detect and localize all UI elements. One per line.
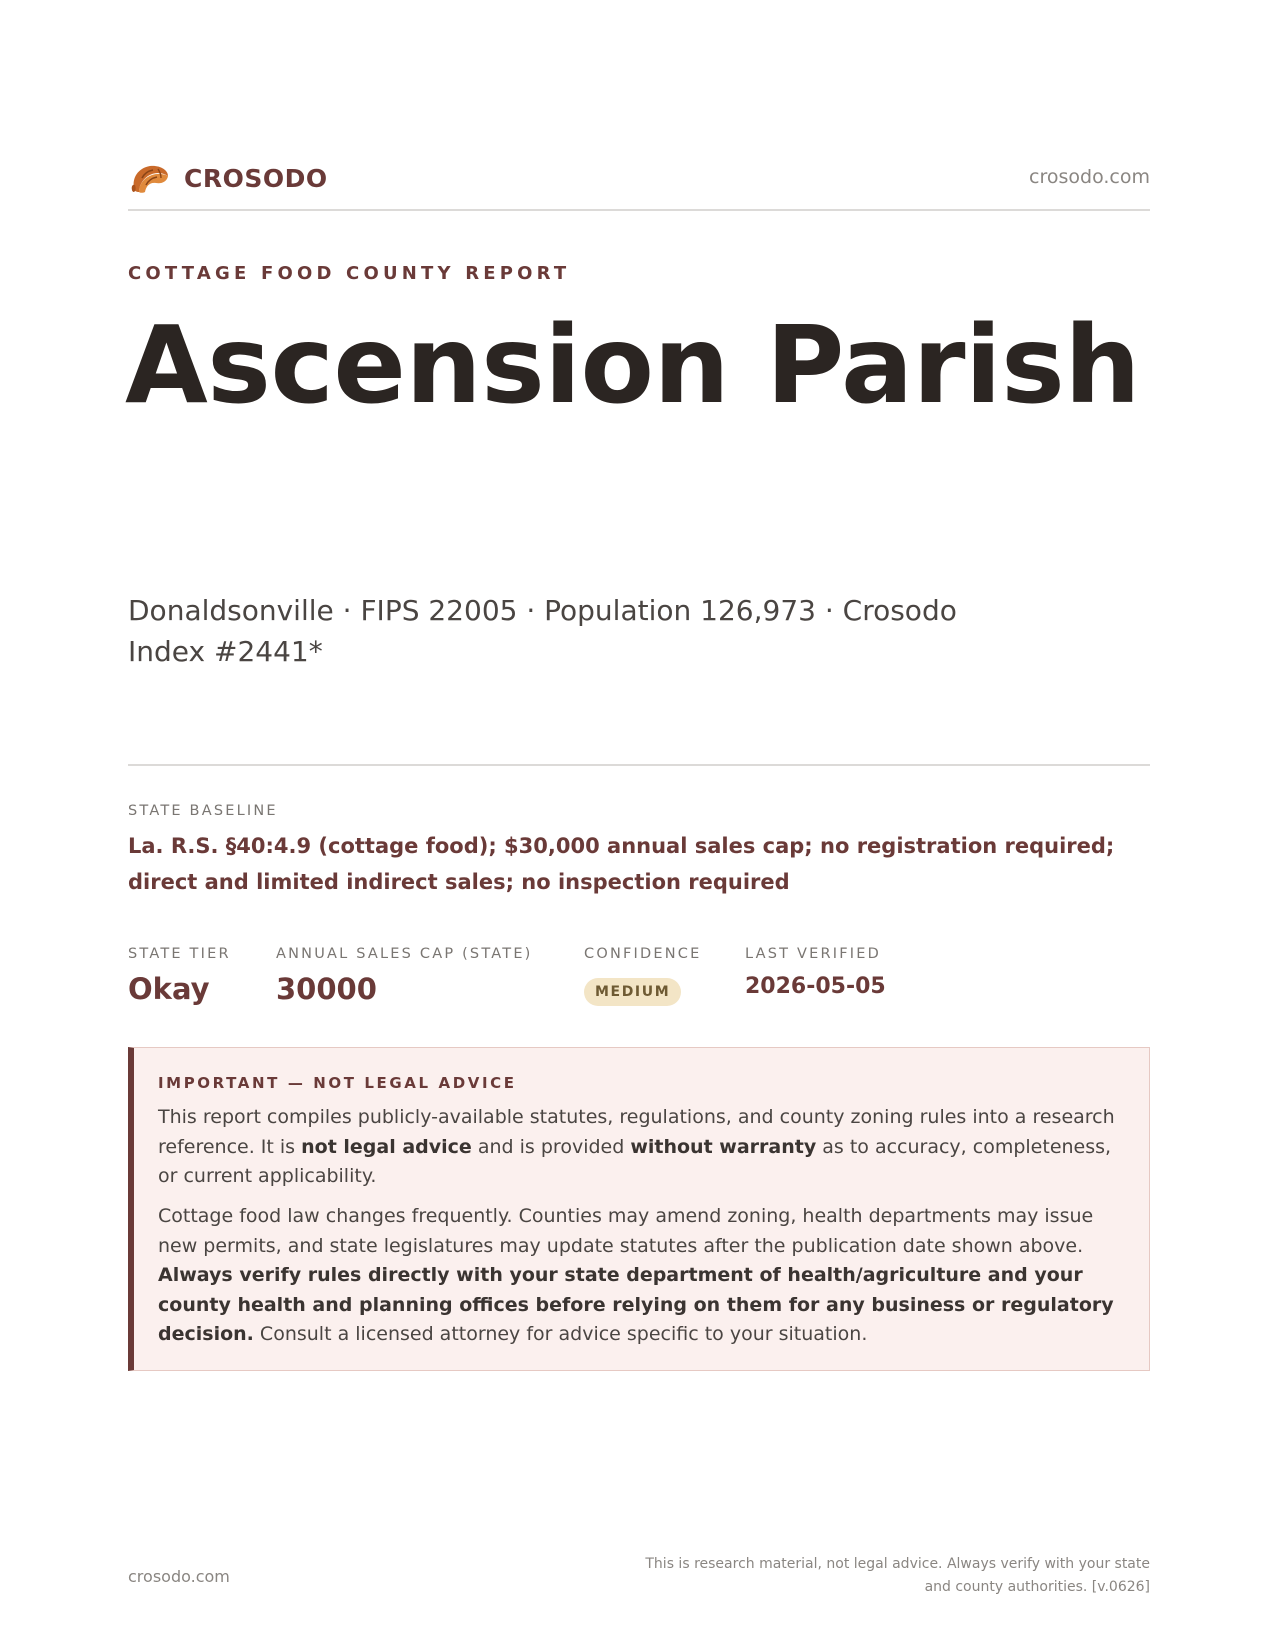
notice-text: Consult a licensed attorney for advice specific to your situation. (253, 1323, 868, 1345)
brand-name: CROSODO (184, 163, 328, 193)
confidence-badge: MEDIUM (584, 978, 681, 1006)
notice-text: This report compiles publicly-available statutes, regulations, and county zoning rules into a research reference. It is (158, 1106, 1115, 1158)
baseline-label: STATE BASELINE (128, 803, 278, 819)
stat-label: ANNUAL SALES CAP (STATE) (276, 946, 533, 962)
stats-row (128, 946, 1150, 1016)
site-link[interactable]: crosodo.com (1029, 166, 1150, 188)
stat-label: STATE TIER (128, 946, 231, 962)
stat-label: LAST VERIFIED (745, 946, 881, 962)
header (128, 158, 1150, 200)
notice-text: Cottage food law changes frequently. Counties may amend zoning, health departments may issue new permits, and state legislatures may update statutes after the publication date shown above. (158, 1205, 1094, 1257)
stat-sales-cap (276, 946, 533, 1006)
page-title: Ascension Parish (125, 304, 1141, 428)
notice-text: as to accuracy, completeness, or current applicability. (158, 1135, 1112, 1187)
notice-emphasis: Always verify rules directly with your state department of health/agriculture and your county health and planning offices before relying on them for any business or regulatory decision. (158, 1264, 1114, 1345)
header-divider (128, 209, 1150, 211)
report-eyebrow: COTTAGE FOOD COUNTY REPORT (128, 263, 571, 284)
legal-notice (128, 1047, 1150, 1371)
brand[interactable] (128, 158, 328, 198)
footer-disclaimer: This is research material, not legal advice. Always verify with your state and county authorities. [v.0626] (645, 1556, 1150, 1595)
report-subtitle: Donaldsonville · FIPS 22005 · Population 126,973 · Crosodo Index #2441* (128, 594, 957, 668)
report-page (125, 0, 1150, 1650)
stat-last-verified (745, 946, 886, 999)
stat-value: 30000 (276, 972, 377, 1006)
stat-label: CONFIDENCE (584, 946, 702, 962)
stat-value: Okay (128, 972, 210, 1006)
notice-paragraph (158, 1103, 1118, 1192)
notice-heading: IMPORTANT — NOT LEGAL ADVICE (158, 1074, 517, 1092)
section-divider (128, 764, 1150, 766)
baseline-text: La. R.S. §40:4.9 (cottage food); $30,000 annual sales cap; no registration required; direct and limited indirect sales; no inspection required (128, 834, 1115, 894)
notice-emphasis: not legal advice (301, 1135, 472, 1158)
notice-text: and is provided (471, 1135, 631, 1158)
stat-value: 2026-05-05 (745, 974, 886, 999)
notice-emphasis: without warranty (630, 1135, 817, 1158)
stat-confidence (584, 946, 701, 1006)
stat-state-tier (128, 946, 231, 1006)
croissant-icon (128, 158, 172, 198)
notice-paragraph (158, 1202, 1118, 1350)
footer-site-link[interactable]: crosodo.com (128, 1567, 230, 1586)
